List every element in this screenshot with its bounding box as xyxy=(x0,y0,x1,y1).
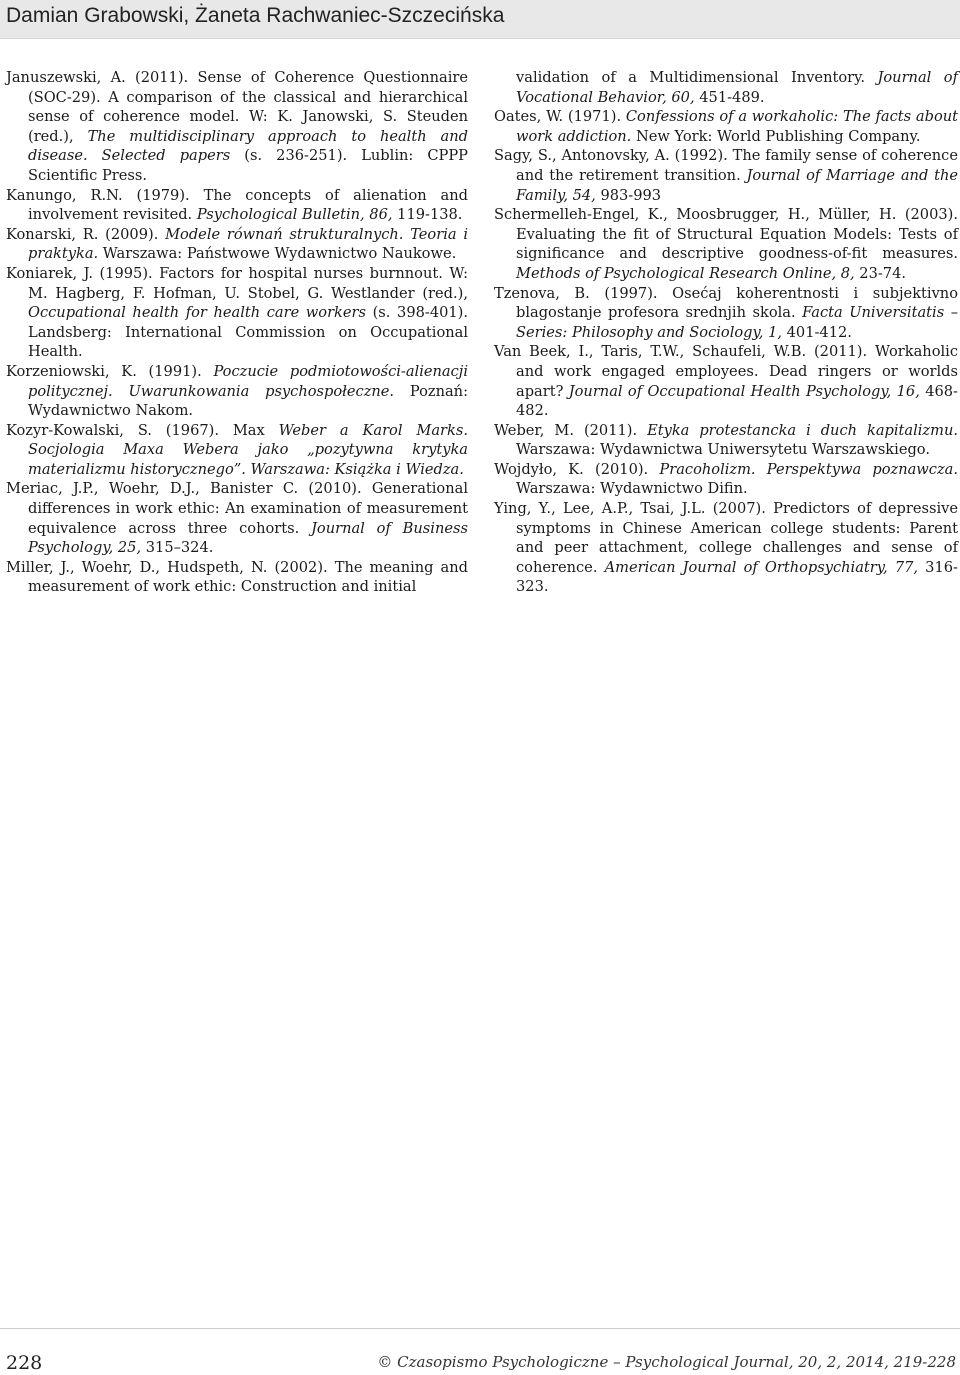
reference-entry xyxy=(6,421,468,480)
reference-entry xyxy=(6,186,468,225)
reference-entry xyxy=(494,107,958,146)
reference-text: Warszawa: Państwowe Wydawnictwo Naukowe. xyxy=(98,245,457,263)
reference-entry xyxy=(494,205,958,283)
reference-entry xyxy=(6,68,468,186)
reference-text: Tzenova, B. (1997). Osećaj koherentnosti i subjektivno blagostanje profesora srednjih skola. xyxy=(494,284,958,322)
reference-text: Ying, Y., Lee, A.P., Tsai, J.L. (2007). Predictors of depressive symptoms in Chinese American college students: Parent and peer attachment, college challenges and sense of coherence. xyxy=(494,500,958,576)
reference-title-italic: Facta Universitatis – Series: Philosophy and Sociology, 1, xyxy=(516,304,958,341)
reference-text: 316-323. xyxy=(516,558,958,596)
reference-title-italic: Journal of Marriage and the Family, 54, xyxy=(516,166,958,204)
reference-text: Miller, J., Woehr, D., Hudspeth, N. (2002). The meaning and measurement of work ethic: Construction and initial xyxy=(6,558,468,596)
references-right-column xyxy=(494,68,958,597)
reference-text: (s. 398-401). Landsberg: International Commission on Occupational Health. xyxy=(28,304,469,361)
reference-text: Van Beek, I., Taris, T.W., Schaufeli, W.B. (2011). Workaholic and work engaged employees. Dead ringers or worlds apart? xyxy=(494,343,958,400)
reference-text: 119-138. xyxy=(392,206,463,224)
reference-text: 23-74. xyxy=(854,264,907,282)
reference-text: New York: World Publishing Company. xyxy=(631,127,921,145)
reference-text: Poznań: Wydawnictwo Nakom. xyxy=(28,382,468,420)
reference-entry xyxy=(494,68,958,107)
footer-divider xyxy=(0,1328,960,1329)
reference-text: Konarski, R. (2009). xyxy=(6,225,166,243)
running-header xyxy=(0,0,960,39)
reference-title-italic: Etyka protestancka i duch kapitalizmu. xyxy=(647,421,959,439)
reference-title-italic: Methods of Psychological Research Online, 8, xyxy=(516,264,855,282)
reference-title-italic: Weber a Karol Marks. Socjologia Maxa Webera jako „pozytywna krytyka materializmu historycznego”. Warszawa: Książka i Wiedza. xyxy=(28,421,468,478)
reference-text: 451-489. xyxy=(694,88,765,106)
reference-text: (s. 236-251). Lublin: CPPP Scientific Press. xyxy=(28,147,469,184)
reference-entry xyxy=(494,284,958,343)
reference-title-italic: Poczucie podmiotowości-alienacji politycznej. Uwarunkowania psychospołeczne. xyxy=(28,362,468,400)
reference-text: validation of a Multidimensional Inventory. xyxy=(516,69,878,86)
copyright-symbol: © xyxy=(377,1353,393,1371)
reference-text: 468-482. xyxy=(516,382,958,420)
reference-text: Oates, W. (1971). xyxy=(494,108,626,126)
reference-text: Schermelleh-Engel, K., Moosbrugger, H., Müller, H. (2003). Evaluating the fit of Structural Equation Models: Tests of significance and descriptive goodness-of-fit measures. xyxy=(494,206,958,263)
reference-entry xyxy=(494,499,958,597)
reference-entry xyxy=(494,342,958,420)
reference-text: Warszawa: Wydawnictwo Difin. xyxy=(516,480,748,498)
reference-entry xyxy=(6,225,468,264)
reference-title-italic: American Journal of Orthopsychiatry, 77, xyxy=(604,558,919,576)
reference-text: Warszawa: Wydawnictwa Uniwersytetu Warszawskiego. xyxy=(516,441,930,459)
reference-title-italic: Journal of Business Psychology, 25, xyxy=(28,519,468,557)
reference-text: 401-412. xyxy=(782,323,852,341)
reference-title-italic: Psychological Bulletin, 86, xyxy=(196,206,393,224)
reference-entry xyxy=(6,362,468,421)
reference-entry xyxy=(6,558,468,597)
page-number: 228 xyxy=(6,1352,43,1374)
reference-text: Weber, M. (2011). xyxy=(494,421,648,439)
reference-title-italic: Pracoholizm. Perspektywa poznawcza. xyxy=(659,460,958,478)
reference-text: Koniarek, J. (1995). Factors for hospital nurses burnnout. W: M. Hagberg, F. Hofman, U. Stobel, G. Westlander (red.), xyxy=(6,264,468,302)
reference-title-italic: Occupational health for health care workers xyxy=(28,304,367,322)
reference-entry xyxy=(494,146,958,205)
reference-title-italic: Journal of Vocational Behavior, 60, xyxy=(516,69,958,106)
reference-entry xyxy=(494,460,958,499)
reference-title-italic: Modele równań strukturalnych. Teoria i praktyka. xyxy=(28,225,468,263)
reference-title-italic: Journal of Occupational Health Psychology, 16, xyxy=(568,382,920,400)
reference-text: Januszewski, A. (2011). Sense of Coherence Questionnaire (SOC-29). A comparison of the classical and hierarchical sense of coherence model. W: K. Janowski, S. Steuden (red.), xyxy=(6,69,468,145)
reference-title-italic: Confessions of a workaholic: The facts about work addiction. xyxy=(516,108,958,145)
journal-citation-footer xyxy=(377,1353,956,1371)
reference-text: Korzeniowski, K. (1991). xyxy=(6,362,214,380)
references-left-column xyxy=(6,68,468,597)
reference-text: Sagy, S., Antonovsky, A. (1992). The family sense of coherence and the retirement transition. xyxy=(494,147,958,184)
reference-text: Kanungo, R.N. (1979). The concepts of alienation and involvement revisited. xyxy=(6,186,468,224)
reference-entry xyxy=(6,264,468,362)
reference-title-italic: The multidisciplinary approach to health and disease. Selected papers xyxy=(28,127,468,165)
reference-text: Meriac, J.P., Woehr, D.J., Banister C. (2010). Generational differences in work ethic: An examination of measurement equivalence across three cohorts. xyxy=(6,480,468,537)
reference-text: 315–324. xyxy=(141,539,214,557)
reference-entry xyxy=(6,479,468,557)
reference-text: Kozyr-Kowalski, S. (1967). Max xyxy=(6,421,279,439)
reference-text: Wojdyło, K. (2010). xyxy=(494,460,660,478)
header-authors: Damian Grabowski, Żaneta Rachwaniec-Szczecińska xyxy=(6,4,505,27)
reference-text: 983-993 xyxy=(595,186,662,204)
reference-entry xyxy=(494,421,958,460)
journal-citation: Czasopismo Psychologiczne – Psychological Journal, 20, 2, 2014, 219-228 xyxy=(397,1353,956,1371)
